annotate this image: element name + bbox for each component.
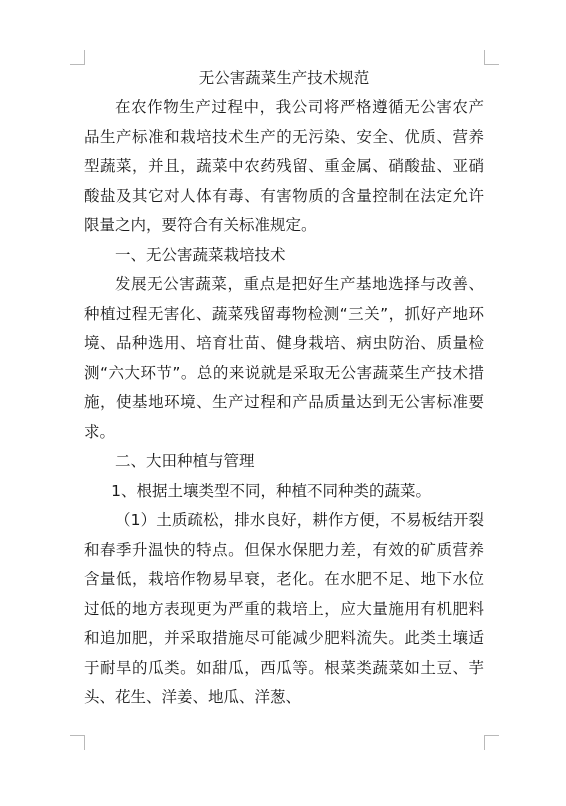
section-2-item-1-sub-1: （1）土质疏松，排水良好，耕作方便，不易板结开裂和春季升温快的特点。但保水保肥力差，有效的矿质营养含量低，栽培作物易早衰，老化。在水肥不足、地下水位过低的地方表现更为严重的栽培上，应大量施用有机肥料和追加肥，并采取措施尽可能减少肥料流失。此类土壤适于耐旱的瓜类。如甜瓜，西瓜等。根菜类蔬菜如土豆、芋头、花生、洋姜、地瓜、洋葱、 xyxy=(84,511,484,706)
section-1-paragraph: 发展无公害蔬菜，重点是把好生产基地选择与改善、种植过程无害化、蔬菜残留毒物检测“三关”，抓好产地环境、品种选用、培育壮苗、健身栽培、病虫防治、质量检测“六大环节”。总的来说就是采取无公害蔬菜生产技术措施，使基地环境、生产过程和产品质量达到无公害标准要求。 xyxy=(84,275,484,441)
page-corner-mark-top-left xyxy=(70,50,85,65)
page-corner-mark-bottom-left xyxy=(70,735,85,750)
intro-paragraph: 在农作物生产过程中，我公司将严格遵循无公害农产品生产标准和栽培技术生产的无污染、安全、优质、营养型蔬菜，并且，蔬菜中农药残留、重金属、硝酸盐、亚硝酸盐及其它对人体有毒、有害物质的含量控制在法定允许限量之内，要符合有关标准规定。 xyxy=(84,98,484,234)
section-1-heading: 一、无公害蔬菜栽培技术 xyxy=(115,245,286,264)
section-2-heading: 二、大田种植与管理 xyxy=(115,452,255,470)
section-2-item-1: 1、根据土壤类型不同，种植不同种类的蔬菜。 xyxy=(111,481,431,500)
document-body xyxy=(84,64,484,713)
page-corner-mark-bottom-right xyxy=(484,735,499,750)
page-corner-mark-top-right xyxy=(484,50,499,65)
document-title: 无公害蔬菜生产技术规范 xyxy=(198,69,370,87)
